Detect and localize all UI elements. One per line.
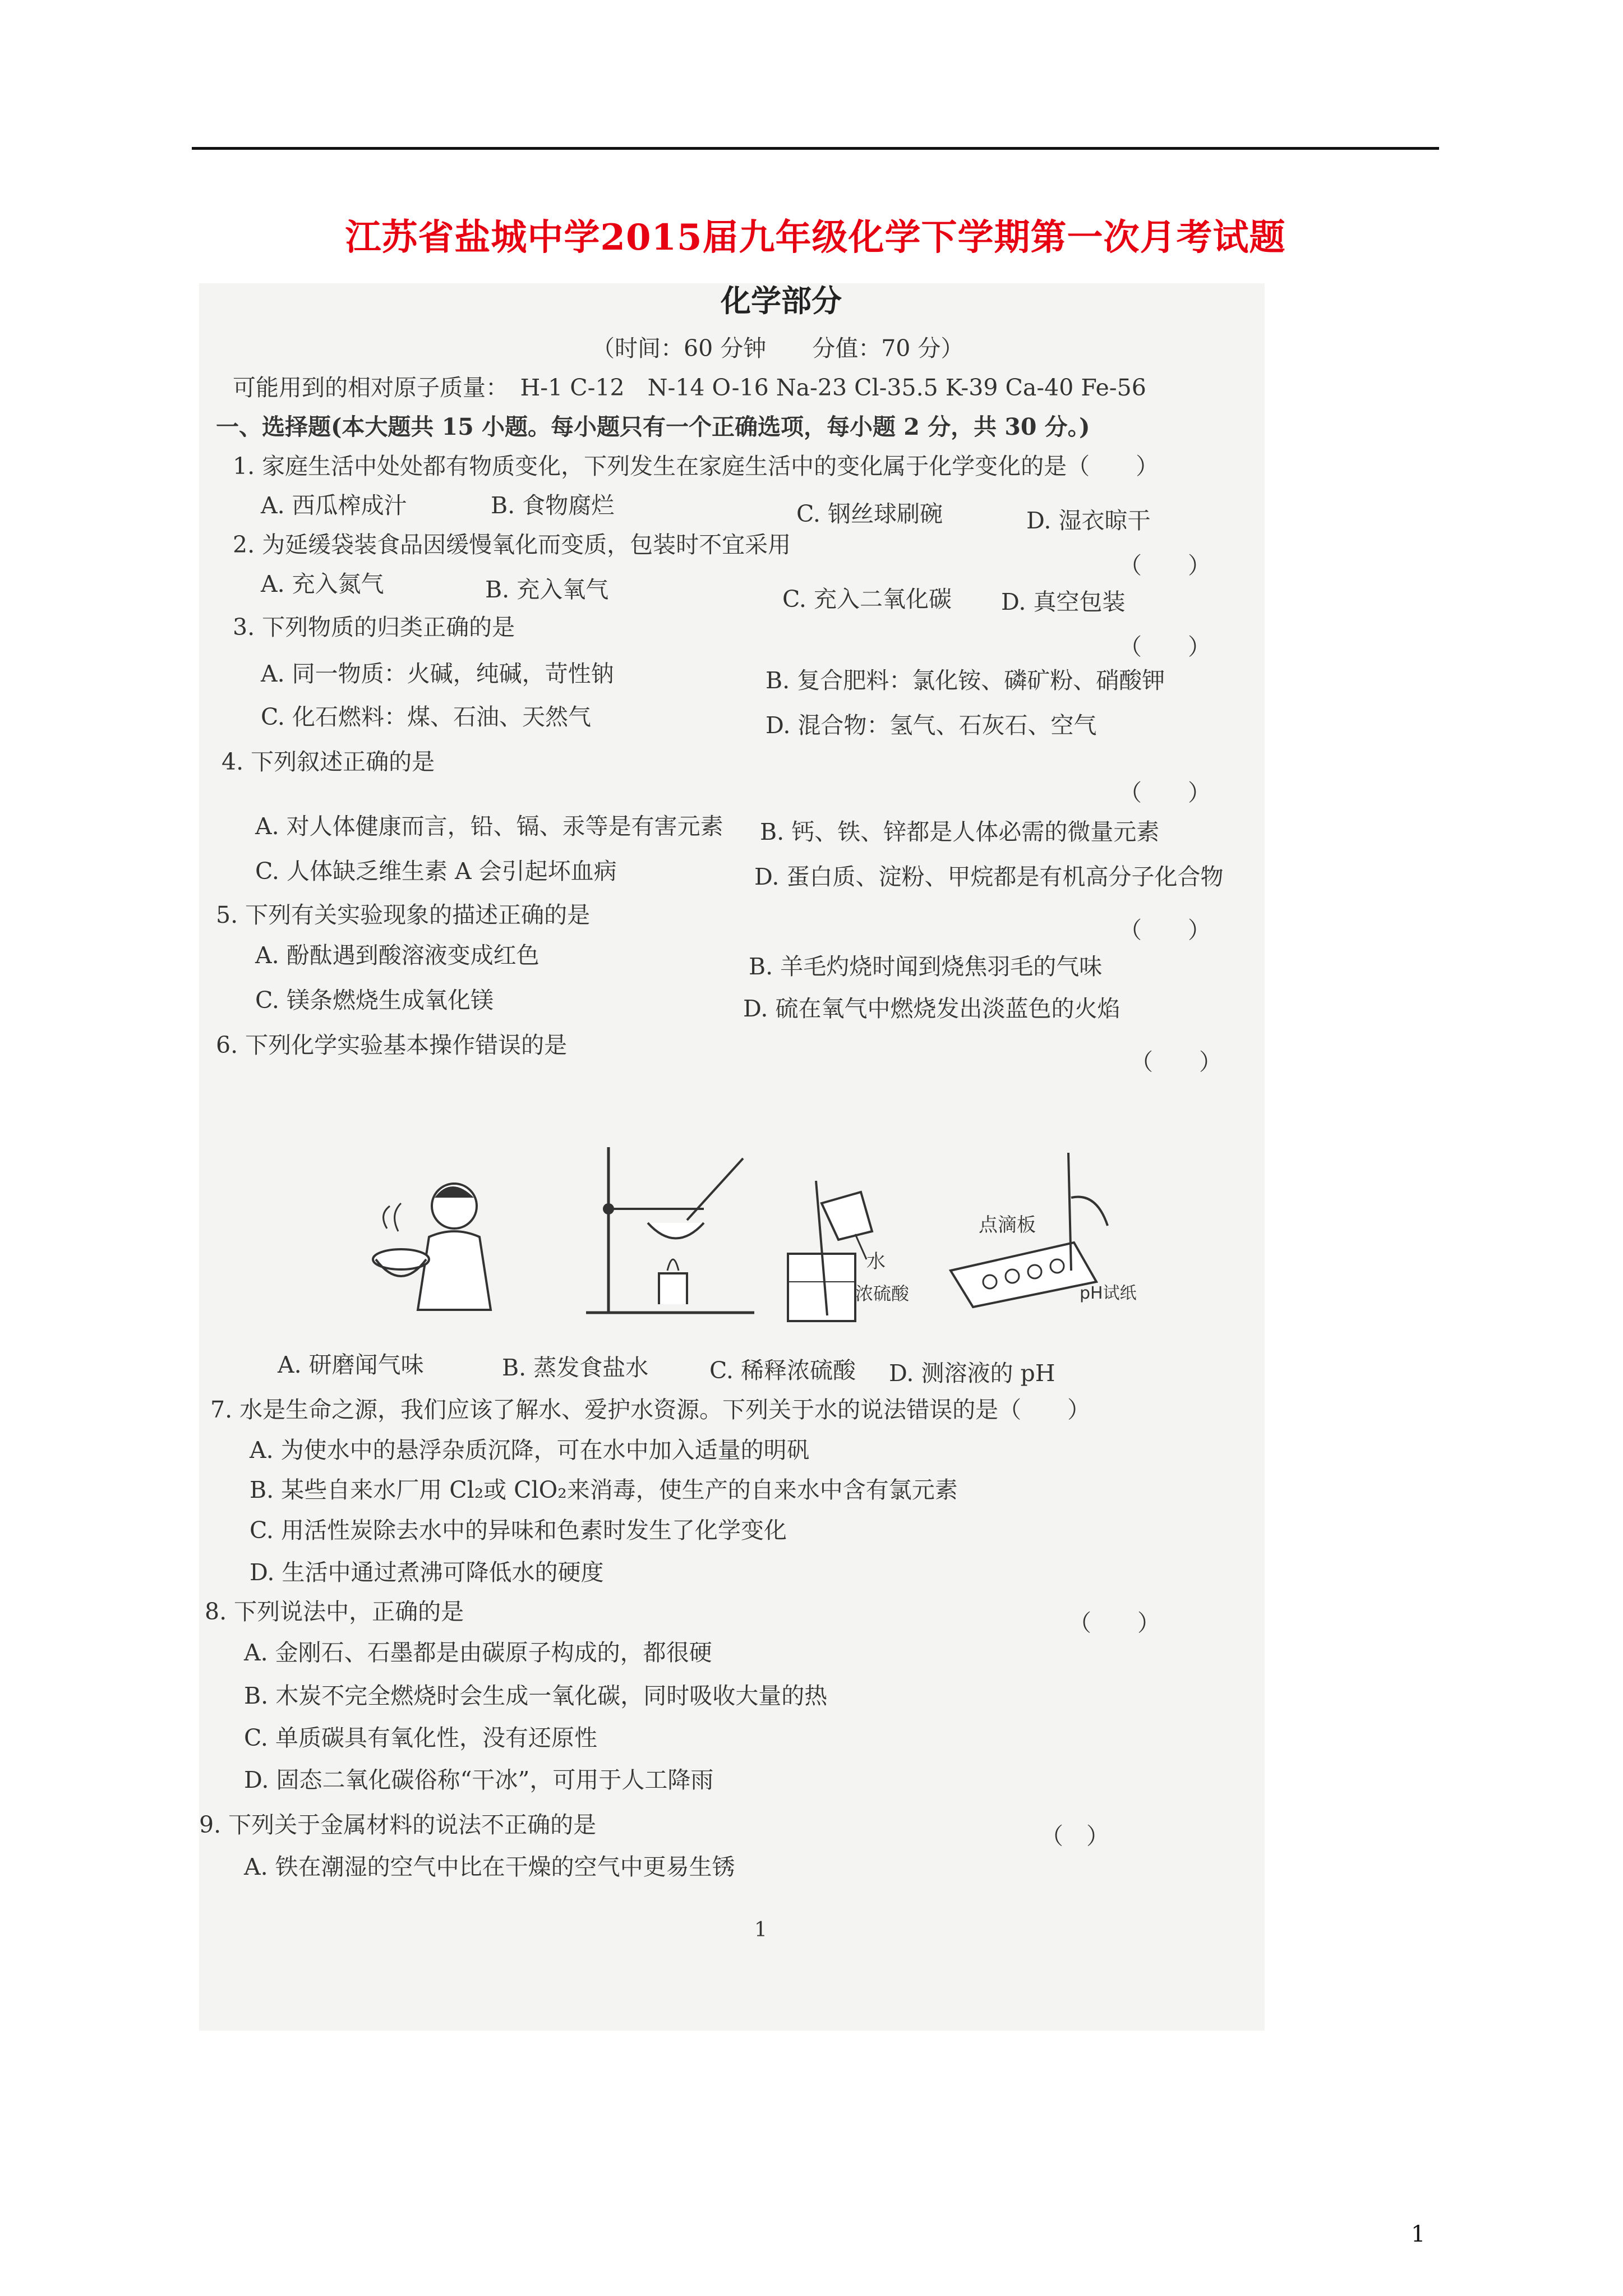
q8-option-a: A. 金刚石、石墨都是由碳原子构成的，都很硬 xyxy=(244,1639,712,1666)
label-water: 水 xyxy=(866,1250,886,1273)
q7-option-b: B. 某些自来水厂用 Cl₂或 ClO₂来消毒，使生产的自来水中含有氯元素 xyxy=(250,1476,958,1503)
question-6-stem: 6. 下列化学实验基本操作错误的是 xyxy=(216,1032,568,1059)
question-4-stem: 4. 下列叙述正确的是 xyxy=(222,748,435,775)
q4-option-b: B. 钙、铁、锌都是人体必需的微量元素 xyxy=(760,818,1160,845)
question-2-stem: 2. 为延缓袋装食品因缓慢氧化而变质，包装时不宜采用 xyxy=(233,531,791,558)
q5-option-d: D. 硫在氧气中燃烧发出淡蓝色的火焰 xyxy=(743,995,1121,1022)
scanned-exam-page xyxy=(199,283,1265,2031)
q3-option-a: A. 同一物质：火碱，纯碱，苛性钠 xyxy=(261,660,614,687)
question-9-stem: 9. 下列关于金属材料的说法不正确的是 xyxy=(199,1811,597,1838)
q2-option-b: B. 充入氧气 xyxy=(485,576,609,603)
q1-option-c: C. 钢丝球刷碗 xyxy=(796,500,943,527)
q3-answer-paren: （ ） xyxy=(1119,633,1211,660)
q8-option-d: D. 固态二氧化碳俗称“干冰”，可用于人工降雨 xyxy=(244,1766,714,1793)
ph-test-illustration xyxy=(928,1147,1137,1315)
q3-option-b: B. 复合肥料：氯化铵、磷矿粉、硝酸钾 xyxy=(766,667,1165,694)
q2-answer-paren: （ ） xyxy=(1119,552,1211,579)
q3-option-d: D. 混合物：氢气、石灰石、空气 xyxy=(766,712,1097,739)
q2-option-a: A. 充入氮气 xyxy=(261,570,384,597)
scan-page-number: 1 xyxy=(754,1918,767,1941)
q1-option-d: D. 湿衣晾干 xyxy=(1026,507,1151,534)
page-number: 1 xyxy=(1411,2221,1426,2247)
header-rule xyxy=(192,147,1439,150)
q4-option-a: A. 对人体健康而言，铅、镉、汞等是有害元素 xyxy=(255,813,723,840)
q5-option-a: A. 酚酞遇到酸溶液变成红色 xyxy=(255,942,540,969)
q1-option-b: B. 食物腐烂 xyxy=(491,492,615,519)
label-spot-plate: 点滴板 xyxy=(979,1214,1036,1236)
q5-option-b: B. 羊毛灼烧时闻到烧焦羽毛的气味 xyxy=(749,953,1103,980)
q9-option-a: A. 铁在潮湿的空气中比在干燥的空气中更易生锈 xyxy=(244,1853,735,1880)
q5-answer-paren: （ ） xyxy=(1119,917,1211,944)
q5-option-c: C. 镁条燃烧生成氧化镁 xyxy=(255,987,494,1014)
q2-option-d: D. 真空包装 xyxy=(1001,588,1126,615)
atomic-masses: 可能用到的相对原子质量： H-1 C-12 N-14 O-16 Na-23 Cl-35.5 K-39 Ca-40 Fe-56 xyxy=(233,374,1146,401)
q4-option-c: C. 人体缺乏维生素 A 会引起坏血病 xyxy=(255,858,617,885)
q6-answer-paren: （ ） xyxy=(1130,1048,1222,1075)
q4-answer-paren: （ ） xyxy=(1119,779,1211,806)
section-heading-choice: 一、选择题(本大题共 15 小题。每小题只有一个正确选项，每小题 2 分，共 30 分。) xyxy=(216,413,1090,440)
part-title: 化学部分 xyxy=(721,283,842,319)
q1-option-a: A. 西瓜榨成汁 xyxy=(261,492,407,519)
time-score: （时间：60 分钟 分值：70 分） xyxy=(592,335,964,362)
evaporation-apparatus-illustration xyxy=(575,1142,760,1321)
q6-option-a: A. 研磨闻气味 xyxy=(278,1351,424,1378)
q7-option-a: A. 为使水中的悬浮杂质沉降，可在水中加入适量的明矾 xyxy=(250,1437,810,1464)
question-8-stem: 8. 下列说法中，正确的是 xyxy=(205,1598,464,1625)
label-ph-paper: pH试纸 xyxy=(1080,1283,1137,1303)
question-5-stem: 5. 下列有关实验现象的描述正确的是 xyxy=(216,901,591,928)
q8-answer-paren: （ ） xyxy=(1068,1609,1160,1636)
question-3-stem: 3. 下列物质的归类正确的是 xyxy=(233,614,515,641)
q6-option-d: D. 测溶液的 pH xyxy=(889,1360,1055,1387)
question-7-stem: 7. 水是生命之源，我们应该了解水、爱护水资源。下列关于水的说法错误的是（ ） xyxy=(210,1396,1091,1423)
q8-option-c: C. 单质碳具有氧化性，没有还原性 xyxy=(244,1724,597,1751)
question-1-stem: 1. 家庭生活中处处都有物质变化，下列发生在家庭生活中的变化属于化学变化的是（ ） xyxy=(233,453,1159,480)
q8-option-b: B. 木炭不完全燃烧时会生成一氧化碳，同时吸收大量的热 xyxy=(244,1682,828,1709)
label-conc-sulfuric-acid: 浓硫酸 xyxy=(855,1283,910,1304)
q7-option-c: C. 用活性炭除去水中的异味和色素时发生了化学变化 xyxy=(250,1517,787,1544)
q7-option-d: D. 生活中通过煮沸可降低水的硬度 xyxy=(250,1559,604,1586)
q2-option-c: C. 充入二氧化碳 xyxy=(782,586,952,613)
q6-option-b: B. 蒸发食盐水 xyxy=(502,1354,649,1381)
document-title: 江苏省盐城中学2015届九年级化学下学期第一次月考试题 xyxy=(345,217,1286,259)
q4-option-d: D. 蛋白质、淀粉、甲烷都是有机高分子化合物 xyxy=(754,863,1224,890)
boy-grinding-illustration xyxy=(356,1175,524,1315)
dilution-illustration xyxy=(777,1170,923,1327)
q9-answer-paren: （ ） xyxy=(1040,1823,1109,1849)
q6-option-c: C. 稀释浓硫酸 xyxy=(709,1357,856,1384)
q3-option-c: C. 化石燃料：煤、石油、天然气 xyxy=(261,703,591,730)
